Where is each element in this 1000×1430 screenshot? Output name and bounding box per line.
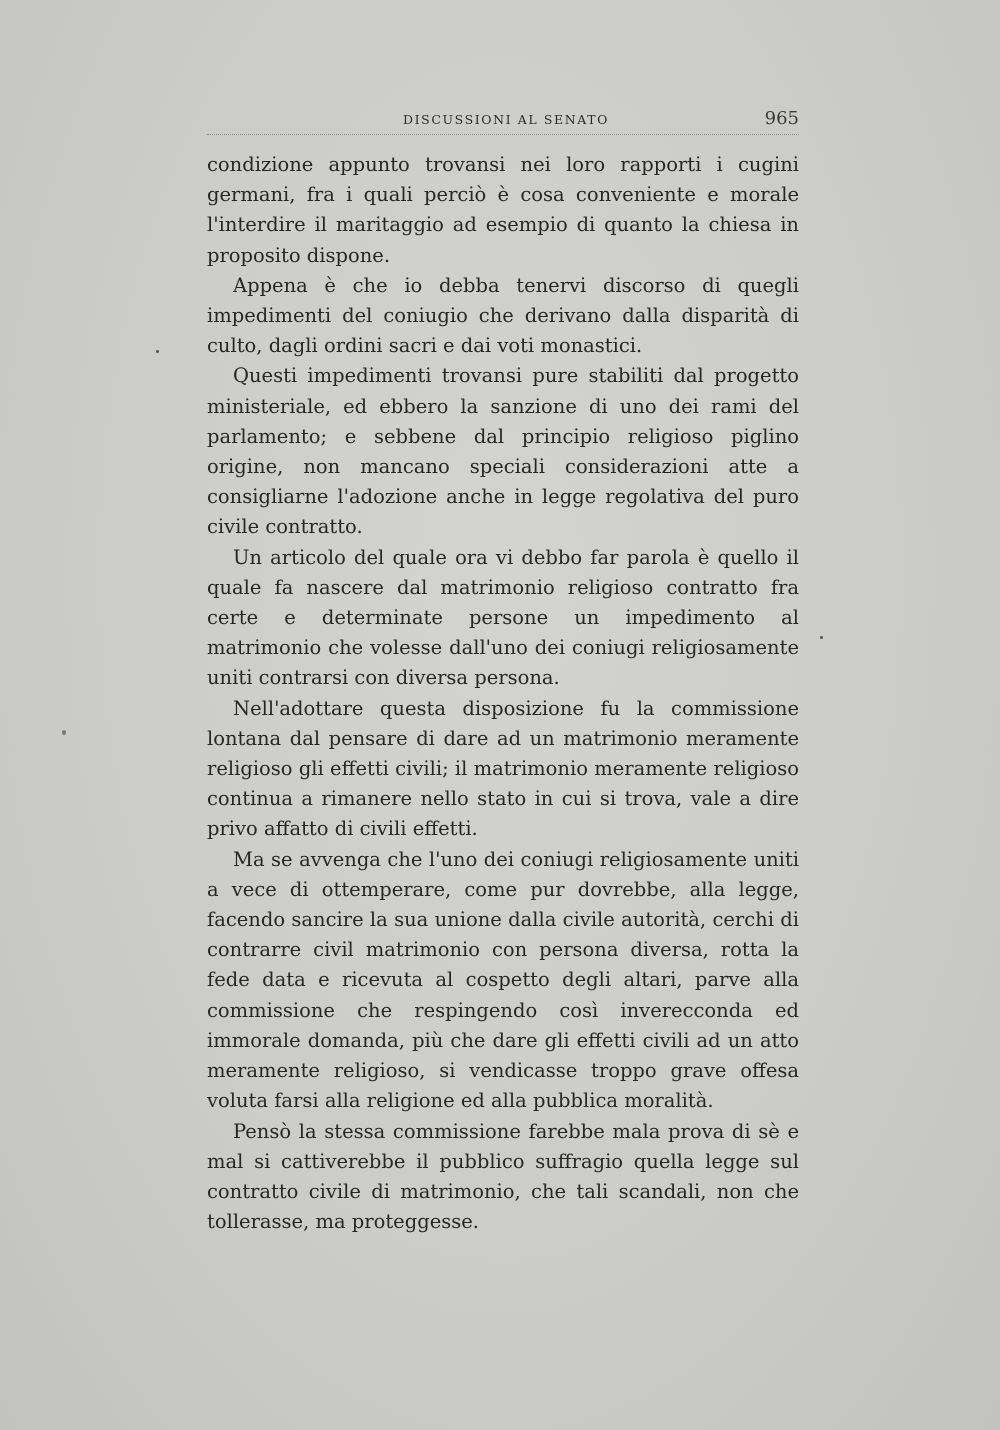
paragraph-7: Pensò la stessa commissione farebbe mala prova di sè e mal si cattiverebbe il pubblico suffragio quella legge sul contratto civile di matrimonio, che tali scandali, non che tollerasse, ma proteggesse.: [207, 1119, 799, 1234]
paragraph-4: Un articolo del quale ora vi debbo far parola è quello il quale fa nascere dal matrimonio religioso contratto fra certe e determinate persone un impedimento al matrimonio che volesse dall'uno dei coniugi religiosamente uniti contrarsi con diversa persona.: [207, 545, 799, 690]
ink-speck: [156, 350, 159, 353]
body-text: [207, 150, 799, 1237]
paragraph-1: condizione appunto trovansi nei loro rapporti i cugini germani, fra i quali perciò è cosa conveniente e morale l'interdire il maritaggio ad esempio di quanto la chiesa in proposito dispone.: [207, 153, 799, 267]
paragraph-3: Questi impedimenti trovansi pure stabiliti dal progetto ministeriale, ed ebbero la sanzione di uno dei rami del parlamento; e sebbene dal principio religioso piglino origine, non mancano speciali considerazioni atte a consigliarne l'adozione anche in legge regolativa del puro civile contratto.: [207, 364, 799, 539]
paragraph-5: Nell'adottare questa disposizione fu la commissione lontana dal pensare di dare ad un matrimonio meramente religioso gli effetti civili; il matrimonio meramente religioso continua a rimanere nello stato in cui si trova, vale a dire privo affatto di civili effetti.: [207, 696, 799, 841]
page-number: 965: [764, 108, 799, 129]
ink-speck: [62, 730, 66, 735]
paragraph-2: Appena è che io debba tenervi discorso di quegli impedimenti del coniugio che derivano dalla disparità di culto, dagli ordini sacri e dai voti monastici.: [207, 273, 799, 358]
ink-speck: [820, 636, 823, 639]
running-head: DISCUSSIONI AL SENATO: [403, 112, 610, 127]
paragraph-6: Ma se avvenga che l'uno dei coniugi religiosamente uniti a vece di ottemperare, come pur dovrebbe, alla legge, facendo sancire la sua unione dalla civile autorità, cerchi di contrarre civil matrimonio con persona diversa, rotta la fede data e ricevuta al cospetto degli altari, parve alla commissione che respingendo così inverecconda ed immorale domanda, più che dare gli effetti civili ad un atto meramente religioso, si vendicasse troppo grave offesa voluta farsi alla religione ed alla pubblica moralità.: [207, 847, 799, 1113]
page-header: [207, 110, 799, 135]
